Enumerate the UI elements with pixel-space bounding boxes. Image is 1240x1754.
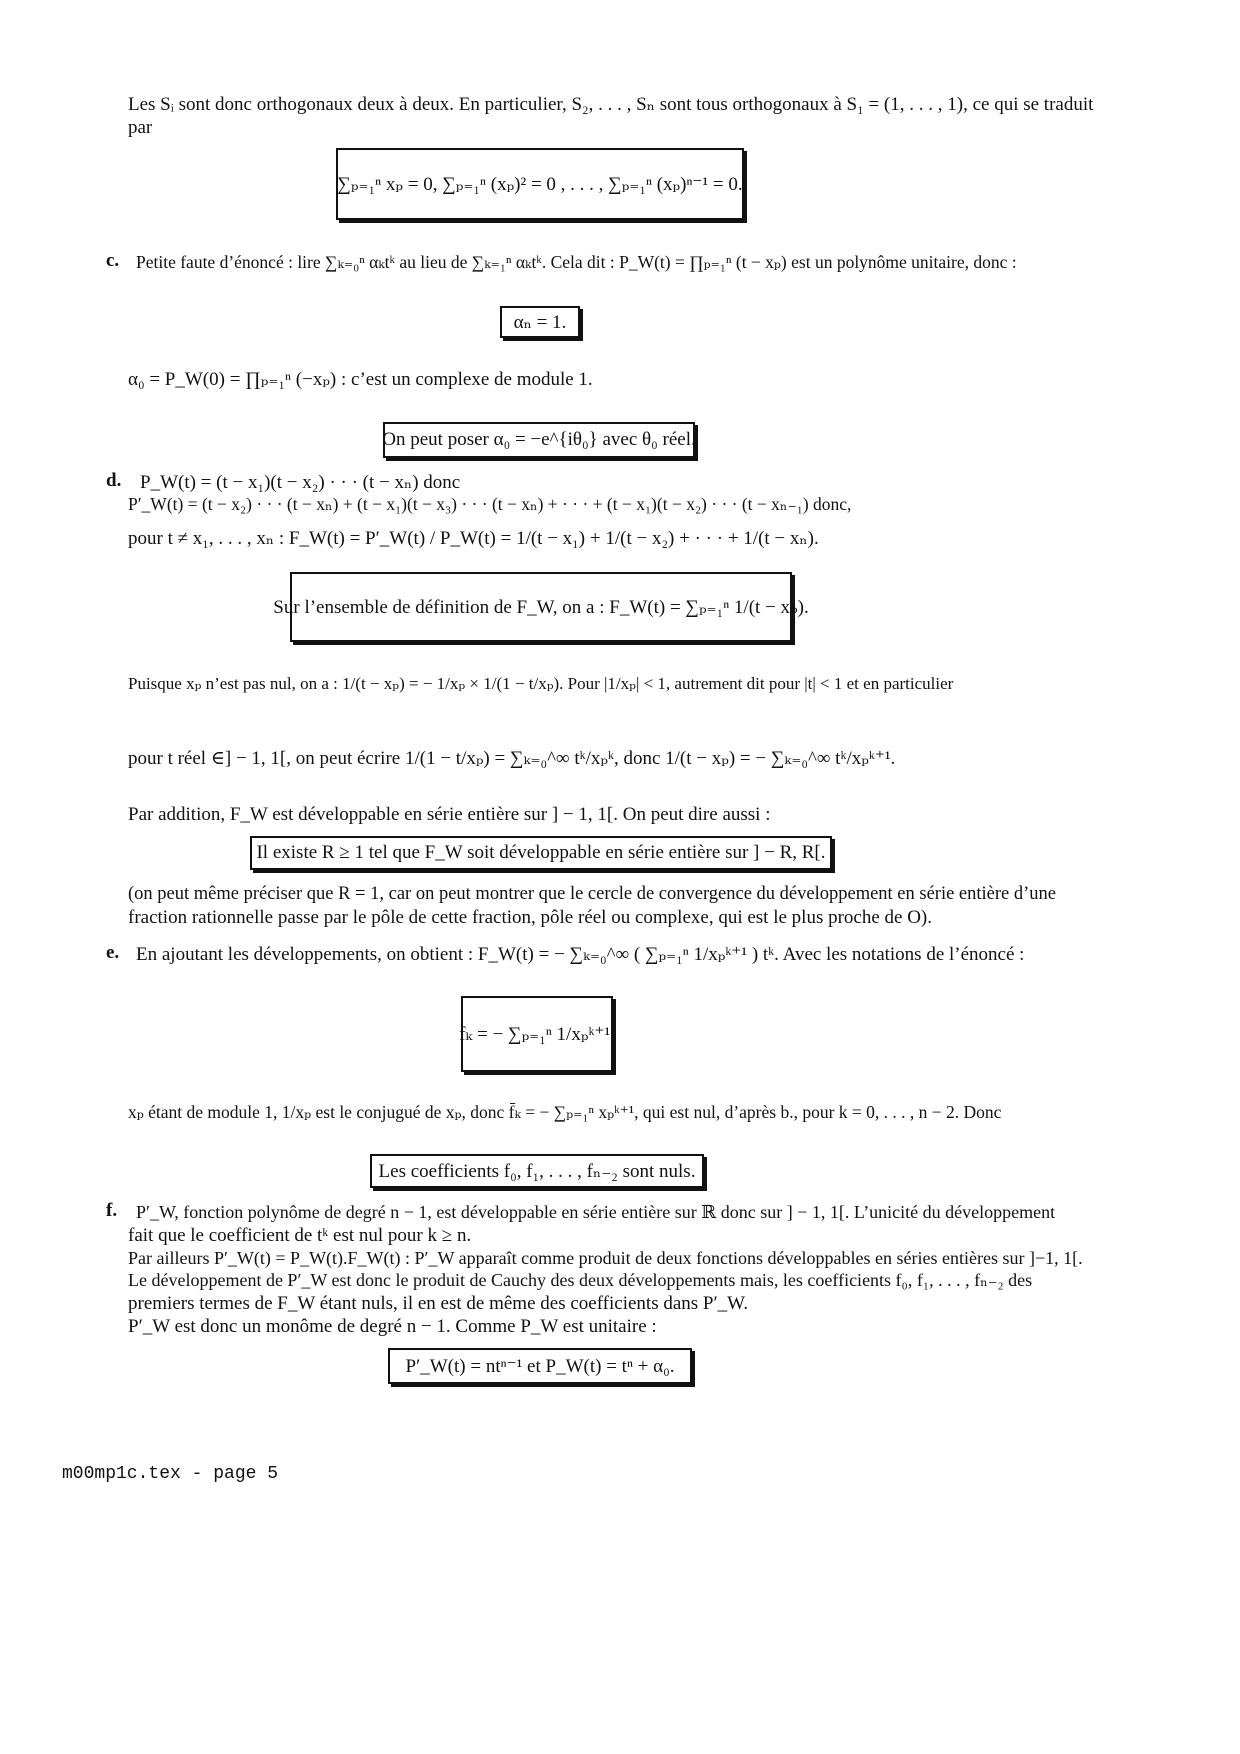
coefficients-box: Les coefficients f₀, f₁, . . . , fₙ₋₂ sont nuls. [370,1154,704,1188]
section-f-line-5: premiers termes de F_W étant nuls, il en est de même des coefficients dans P′_W. [128,1293,749,1314]
section-d-line-2: P′_W(t) = (t − x₂) · · · (t − xₙ) + (t − x₁)(t − x₃) · · · (t − xₙ) + · · · + (t − x₁)(t − x₂) · · · (t − xₙ₋₁) donc, [128,494,852,514]
section-f-line-4: Le développement de P′_W est donc le produit de Cauchy des deux développements mais, les coefficients f₀, f₁, . . . , fₙ₋₂ des [128,1270,1033,1290]
orthogonality-box: ∑ₚ₌₁ⁿ xₚ = 0, ∑ₚ₌₁ⁿ (xₚ)² = 0 , . . . , ∑ₚ₌₁ⁿ (xₚ)ⁿ⁻¹ = 0. [336,148,744,220]
section-d-line-7: (on peut même préciser que R = 1, car on peut montrer que le cercle de convergence du développement en série entière d’une [128,884,1057,904]
fw-sum-box: Sur l’ensemble de définition de F_W, on a : F_W(t) = ∑ₚ₌₁ⁿ 1/(t − xₚ). [290,572,792,642]
section-c-label: c. [106,250,120,271]
intro-line-2: par [128,117,153,138]
section-f-line-3: Par ailleurs P′_W(t) = P_W(t).F_W(t) : P′_W apparaît comme produit de deux fonctions développables en séries entières sur ]−1, 1[. [128,1248,1083,1268]
page-footer: m00mp1c.tex - page 5 [62,1464,279,1484]
section-c-line-1: Petite faute d’énoncé : lire ∑ₖ₌₀ⁿ αₖtᵏ au lieu de ∑ₖ₌₁ⁿ αₖtᵏ. Cela dit : P_W(t) = ∏ₚ₌₁ⁿ (t − xₚ) est un polynôme unitaire, donc : [136,252,1017,272]
section-d-line-6: Par addition, F_W est développable en série entière sur ] − 1, 1[. On peut dire aussi : [128,804,771,825]
radius-box: Il existe R ≥ 1 tel que F_W soit développable en série entière sur ] − R, R[. [250,836,832,870]
intro-line-1: Les Sᵢ sont donc orthogonaux deux à deux. En particulier, S₂, . . . , Sₙ sont tous orthogonaux à S₁ = (1, . . . , 1), ce qui se traduit [128,94,1094,115]
section-d-line-5: pour t réel ∈] − 1, 1[, on peut écrire 1/(1 − t/xₚ) = ∑ₖ₌₀^∞ tᵏ/xₚᵏ, donc 1/(t − xₚ) = − ∑ₖ₌₀^∞ tᵏ/xₚᵏ⁺¹. [128,748,896,769]
section-f-line-6: P′_W est donc un monôme de degré n − 1. Comme P_W est unitaire : [128,1316,657,1337]
section-e-label: e. [106,942,120,963]
section-f-line-2: fait que le coefficient de tᵏ est nul pour k ≥ n. [128,1225,472,1246]
section-f-label: f. [106,1200,118,1221]
section-e-line-1: En ajoutant les développements, on obtient : F_W(t) = − ∑ₖ₌₀^∞ ( ∑ₚ₌₁ⁿ 1/xₚᵏ⁺¹ ) tᵏ. Avec les notations de l’énoncé : [136,944,1025,965]
final-result-box: P′_W(t) = ntⁿ⁻¹ et P_W(t) = tⁿ + α₀. [388,1348,692,1384]
section-d-line-3: pour t ≠ x₁, . . . , xₙ : F_W(t) = P′_W(t) / P_W(t) = 1/(t − x₁) + 1/(t − x₂) + · · · + 1/(t − xₙ). [128,528,819,549]
section-c-line-2: α₀ = P_W(0) = ∏ₚ₌₁ⁿ (−xₚ) : c’est un complexe de module 1. [128,369,593,390]
section-e-line-2: xₚ étant de module 1, 1/xₚ est le conjugué de xₚ, donc f̄ₖ = − ∑ₚ₌₁ⁿ xₚᵏ⁺¹, qui est nul, d’après b., pour k = 0, . . . , n − 2. Donc [128,1102,1002,1122]
alpha-0-box: On peut poser α₀ = −e^{iθ₀} avec θ₀ réel. [383,422,695,458]
alpha-n-box: αₙ = 1. [500,306,580,338]
section-d-line-8: fraction rationnelle passe par le pôle de cette fraction, pôle réel ou complexe, qui est le plus proche de O). [128,907,933,928]
fk-box: fₖ = − ∑ₚ₌₁ⁿ 1/xₚᵏ⁺¹. [461,996,613,1072]
section-d-line-4: Puisque xₚ n’est pas nul, on a : 1/(t − xₚ) = − 1/xₚ × 1/(1 − t/xₚ). Pour |1/xₚ| < 1, autrement dit pour |t| < 1 et en particulier [128,674,954,693]
section-d-label: d. [106,470,122,491]
section-d-line-1: P_W(t) = (t − x₁)(t − x₂) · · · (t − xₙ) donc [140,472,461,493]
section-f-line-1: P′_W, fonction polynôme de degré n − 1, est développable en série entière sur ℝ donc sur ] − 1, 1[. L’unicité du développement [136,1202,1056,1222]
